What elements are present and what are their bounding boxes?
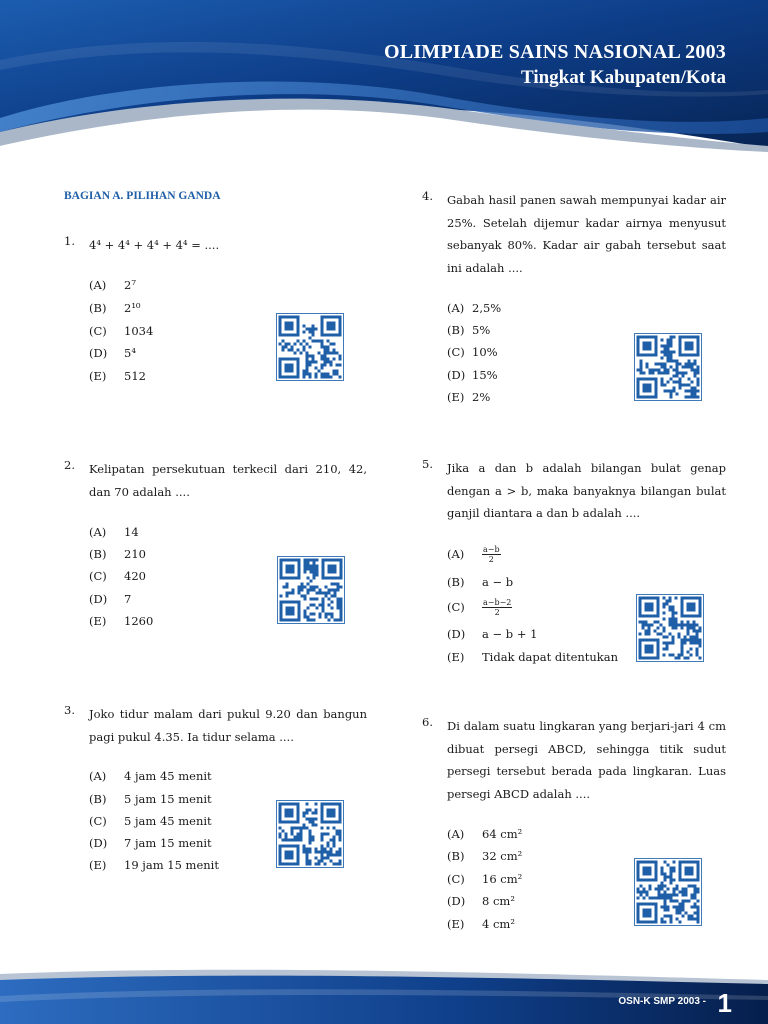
option-b[interactable]: (B) 5 jam 15 menit [89,792,212,806]
option-e[interactable]: (E) 19 jam 15 menit [89,858,219,872]
option-e[interactable]: (E) Tidak dapat ditentukan [447,650,619,664]
qr-code-icon[interactable] [634,858,702,926]
question-number: 2. [64,458,75,472]
page-number: 1 [717,988,732,1018]
fraction: $\frac{a-b-2}{2}$ [483,598,512,617]
option-e[interactable]: (E) 1260 [89,614,154,628]
section-title: BAGIAN A. PILIHAN GANDA [64,190,221,202]
title-line-2: Tingkat Kabupaten/Kota [520,67,726,88]
question-stem: Joko tidur malam dari pukul 9.20 dan bangun pagi pukul 4.35. Ia tidur selama .... [89,707,367,744]
option-c[interactable]: (C) 1034 [89,324,154,338]
question-stem: Kelipatan persekutuan terkecil dari 210, 42, dan 70 adalah .... [89,462,367,499]
question-stem: 4⁴ + 4⁴ + 4⁴ + 4⁴ = .... [89,238,220,252]
footer-label: OSN-K SMP 2003 - [618,996,706,1007]
option-b[interactable]: (B) 5% [447,323,491,337]
qr-code-icon[interactable] [636,594,704,662]
option-a[interactable]: (A) $\frac{a-b}{2}$ [447,545,500,564]
question-number: 1. [64,234,75,248]
question-stem: Jika a dan b adalah bilangan bulat genap dengan a > b, maka banyaknya bilangan bulat ganjil diantara a dan b adalah .... [447,461,726,520]
header-title [384,40,726,90]
option-b[interactable]: (B) 2¹⁰ [89,301,141,315]
question-stem: Gabah hasil panen sawah mempunyai kadar air 25%. Setelah dijemur kadar airnya menyusut sebanyak 80%. Kadar air gabah tersebut saat ini adalah .... [447,193,726,275]
option-a[interactable]: (A) 4 jam 45 menit [89,769,212,783]
option-c[interactable]: (C) 16 cm² [447,872,523,886]
option-b[interactable]: (B) 32 cm² [447,849,523,863]
option-d[interactable]: (D) a − b + 1 [447,627,538,641]
option-d[interactable]: (D) 15% [447,368,498,382]
question-stem: Di dalam suatu lingkaran yang berjari-jari 4 cm dibuat persegi ABCD, sehingga titik sudut persegi tersebut berada pada lingkaran. Luas persegi ABCD adalah .... [447,719,726,801]
option-b[interactable]: (B) 210 [89,547,146,561]
option-c[interactable]: (C) $\frac{a-b-2}{2}$ [447,598,512,617]
option-c[interactable]: (C) 10% [447,345,498,359]
qr-code-icon[interactable] [277,556,345,624]
option-b[interactable]: (B) a − b [447,575,514,589]
question-number: 4. [422,189,433,203]
option-a[interactable]: (A) 64 cm² [447,827,523,841]
option-d[interactable]: (D) 8 cm² [447,894,515,908]
option-c[interactable]: (C) 420 [89,569,146,583]
question-number: 6. [422,715,433,729]
option-a[interactable]: (A) 2⁷ [89,278,136,292]
option-a[interactable]: (A) 14 [89,525,139,539]
option-e[interactable]: (E) 512 [89,369,146,383]
title-line-1: OLIMPIADE SAINS NASIONAL 2003 [384,41,726,63]
qr-code-icon[interactable] [276,313,344,381]
question-number: 3. [64,703,75,717]
option-a[interactable]: (A) 2,5% [447,301,502,315]
footer-banner [0,966,768,1024]
question-number: 5. [422,457,433,471]
option-d[interactable]: (D) 5⁴ [89,346,136,360]
option-e[interactable]: (E) 2% [447,390,491,404]
qr-code-icon[interactable] [276,800,344,868]
option-d[interactable]: (D) 7 jam 15 menit [89,836,212,850]
option-c[interactable]: (C) 5 jam 45 menit [89,814,212,828]
fraction: $\frac{a-b}{2}$ [483,545,500,564]
option-d[interactable]: (D) 7 [89,592,132,606]
qr-code-icon[interactable] [634,333,702,401]
option-e[interactable]: (E) 4 cm² [447,917,515,931]
